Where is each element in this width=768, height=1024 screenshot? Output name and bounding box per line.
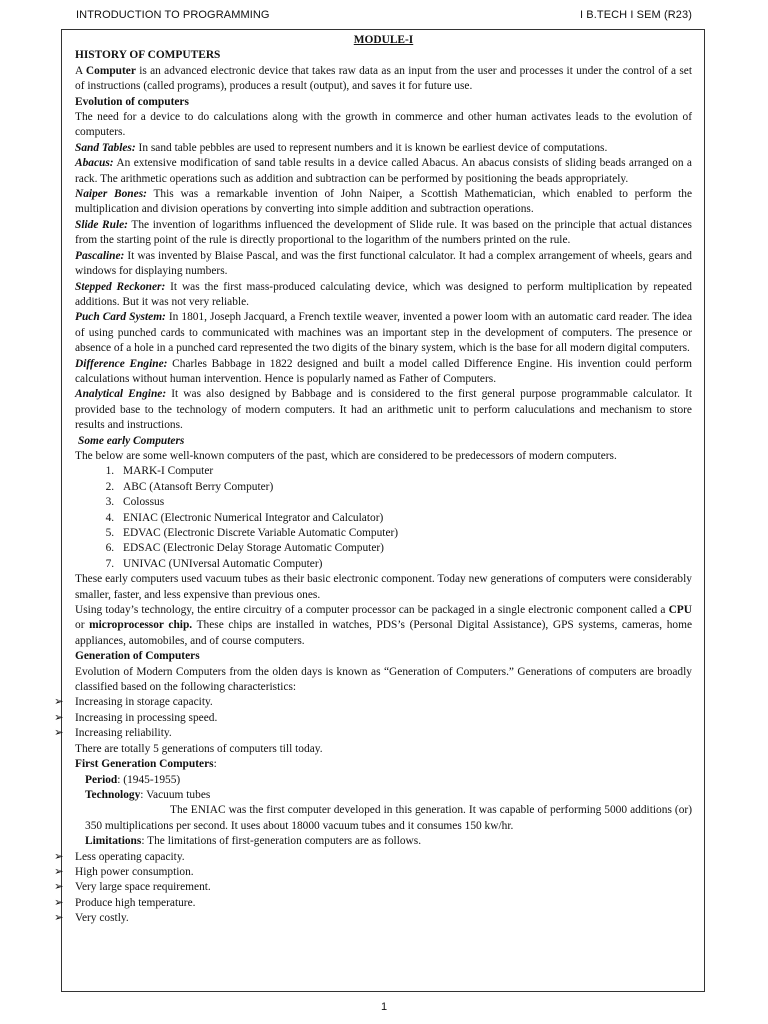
- early-computers-list: [75, 464, 692, 572]
- definition: This was a remarkable invention of John Naiper, a Scottish Mathematician, which enabled to perform the multiplication and division operations by converting into simple addition and subtraction operations.: [75, 188, 692, 216]
- term: Stepped Reckoner:: [75, 280, 166, 293]
- arrow-bullet-icon: ➢: [54, 881, 64, 894]
- list-item-text: Very large space requirement.: [75, 881, 211, 894]
- list-item-text: Produce high temperature.: [75, 896, 196, 909]
- running-header-right: I B.TECH I SEM (R23): [579, 9, 692, 21]
- arrow-bullet-icon: ➢: [54, 850, 64, 863]
- term: Puch Card System:: [75, 311, 166, 324]
- evolution-item: [75, 249, 692, 280]
- list-item: 6. EDSAC (Electronic Delay Storage Automatic Computer): [117, 541, 692, 556]
- heading-colon: :: [213, 758, 217, 771]
- list-item: 7. UNIVAC (UNIversal Automatic Computer): [117, 557, 692, 572]
- list-item: [54, 865, 692, 880]
- list-item: [54, 711, 692, 726]
- text-run: These chips are installed in watches, PDS’s (Personal Digital Assistance), GPS systems, cameras, home appliances, automobiles, and of course computers.: [75, 619, 693, 647]
- list-item-text: Increasing in storage capacity.: [75, 696, 213, 709]
- vacuum-tubes-paragraph: These early computers used vacuum tubes as their basic electronic component. Today new generations of computers were considerably smaller, faster, and less expensive than previous ones.: [75, 573, 692, 601]
- arrow-bullet-icon: ➢: [54, 696, 64, 709]
- label: Period: [85, 773, 118, 786]
- term: Sand Tables:: [75, 141, 136, 154]
- page-number: 1: [380, 1001, 388, 1013]
- definition: In sand table pebbles are used to represent numbers and it is known be earliest device of computations.: [135, 141, 608, 154]
- term-cpu: CPU: [668, 604, 692, 617]
- text-run: is an advanced electronic device that takes raw data as an input from the user and processes it under the control of a set of instructions (called programs), produces a result (output), and saves it for future use.: [75, 64, 692, 93]
- evolution-item: [75, 141, 692, 156]
- first-gen-technology: [75, 788, 692, 803]
- value: : The limitations of first-generation computers are as follows.: [141, 835, 422, 848]
- generation-heading: Generation of Computers: [75, 650, 200, 663]
- characteristics-list: [54, 695, 692, 741]
- list-item: 4. ENIAC (Electronic Numerical Integrator and Calculator): [117, 511, 692, 526]
- list-item: 1. MARK-I Computer: [117, 464, 692, 479]
- list-item: [54, 850, 692, 865]
- term: Difference Engine:: [75, 357, 168, 370]
- definition: The invention of logarithms influenced the development of Slide rule. It was based on the principle that actual distances from the starting point of the rule is directly proportional to the logarithm of the numbers printed on the rule.: [75, 218, 692, 247]
- list-item: [54, 695, 692, 710]
- heading-text: First Generation Computers: [75, 758, 214, 771]
- evolution-intro: The need for a device to do calculations along with the growth in commerce and other human activates leads to the evolution of computers.: [75, 111, 692, 139]
- evolution-item: [75, 357, 692, 388]
- list-item-text: Very costly.: [75, 912, 129, 925]
- module-title: MODULE-I: [353, 34, 414, 46]
- value: : Vacuum tubes: [140, 788, 211, 801]
- term-computer: Computer: [85, 64, 136, 77]
- computer-definition: [75, 64, 692, 95]
- arrow-bullet-icon: ➢: [54, 711, 64, 724]
- definition: It was also designed by Babbage and is considered to the first general purpose programmable calculator. It provided base to the technology of modern computers. It had an arithmetic unit to perform caluculations and mechanism to store results and instructions.: [75, 388, 693, 432]
- arrow-bullet-icon: ➢: [54, 896, 64, 909]
- evolution-item: [75, 387, 692, 433]
- definition: It was invented by Blaise Pascal, and was the first functional calculator. It had a complex arrangement of wheels, gears and windows for displaying numbers.: [75, 249, 692, 278]
- term: Naiper Bones:: [75, 188, 147, 201]
- list-item: 3. Colossus: [117, 495, 692, 510]
- list-item: [54, 880, 692, 895]
- term-microprocessor: microprocessor chip.: [89, 619, 193, 632]
- list-item: [54, 726, 692, 741]
- arrow-bullet-icon: ➢: [54, 865, 64, 878]
- first-gen-heading: [75, 757, 692, 772]
- first-gen-limitations: [75, 834, 692, 849]
- term: Slide Rule:: [75, 218, 128, 231]
- evolution-item: [75, 187, 692, 218]
- history-heading: HISTORY OF COMPUTERS: [75, 49, 221, 62]
- arrow-bullet-icon: ➢: [54, 912, 64, 925]
- generation-intro: Evolution of Modern Computers from the olden days is known as “Generation of Computers.” Generations of computers are broadly classified based on the following characteristics:: [75, 665, 692, 694]
- evolution-item: [75, 280, 692, 311]
- list-item: 5. EDVAC (Electronic Discrete Variable Automatic Computer): [117, 526, 692, 541]
- term: Pascaline:: [75, 249, 125, 262]
- evolution-item: [75, 310, 692, 356]
- microprocessor-paragraph: [75, 603, 692, 649]
- generations-total: There are totally 5 generations of computers till today.: [75, 742, 323, 755]
- term: Abacus:: [75, 157, 114, 170]
- evolution-heading: Evolution of computers: [75, 95, 189, 108]
- list-item: 2. ABC (Atansoft Berry Computer): [117, 480, 692, 495]
- text-run: or: [75, 619, 90, 632]
- label: Technology: [85, 788, 141, 801]
- first-gen-description: The ENIAC was the first computer developed in this generation. It was capable of performing 5000 additions (or) 350 multiplications per second. It uses about 18000 vacuum tubes and it consumes 150 kw/hr.: [85, 804, 692, 832]
- list-item-text: Less operating capacity.: [75, 850, 185, 863]
- first-gen-period: [75, 773, 692, 788]
- early-computers-intro: The below are some well-known computers of the past, which are considered to be predecessors of modern computers.: [75, 449, 617, 462]
- running-header-left: INTRODUCTION TO PROGRAMMING: [76, 9, 270, 21]
- page-content: [54, 33, 693, 927]
- term: Analytical Engine:: [75, 388, 167, 401]
- list-item: [54, 911, 692, 926]
- value: : (1945-1955): [117, 773, 181, 786]
- list-item-text: High power consumption.: [75, 865, 194, 878]
- text-run: Using today’s technology, the entire circuitry of a computer processor can be packaged in a single electronic component called a: [75, 604, 669, 617]
- early-computers-heading: Some early Computers: [78, 434, 185, 447]
- label: Limitations: [85, 835, 142, 848]
- text-run: A: [75, 64, 86, 77]
- evolution-item: [75, 218, 692, 249]
- list-item: [54, 896, 692, 911]
- list-item-text: Increasing in processing speed.: [75, 711, 218, 724]
- definition: Charles Babbage in 1822 designed and built a model called Difference Engine. His invention could perform calculations without human intervention. Hence is popularly named as Father of Computers.: [75, 357, 692, 385]
- definition: It was the first mass-produced calculating device, which was designed to perform multiplication by repeated additions. But it was not very reliable.: [75, 280, 692, 308]
- definition: In 1801, Joseph Jacquard, a French textile weaver, invented a power loom with an automatic card reader. The idea of using punched cards to communicated with machines was an important step in the development of computers. The presence or absence of a hole in a punched card represented the two digits of the binary system, which is the base for all modern digital computers.: [75, 311, 693, 355]
- definition: An extensive modification of sand table results in a device called Abacus. An abacus consists of sliding beads arranged on a rack. The arithmetic operations such as addition and subtraction can be performed by positioning the beads appropriately.: [75, 157, 692, 185]
- evolution-item: [75, 156, 692, 187]
- list-item-text: Increasing reliability.: [75, 727, 172, 740]
- arrow-bullet-icon: ➢: [54, 727, 64, 740]
- limitations-list: [54, 850, 692, 927]
